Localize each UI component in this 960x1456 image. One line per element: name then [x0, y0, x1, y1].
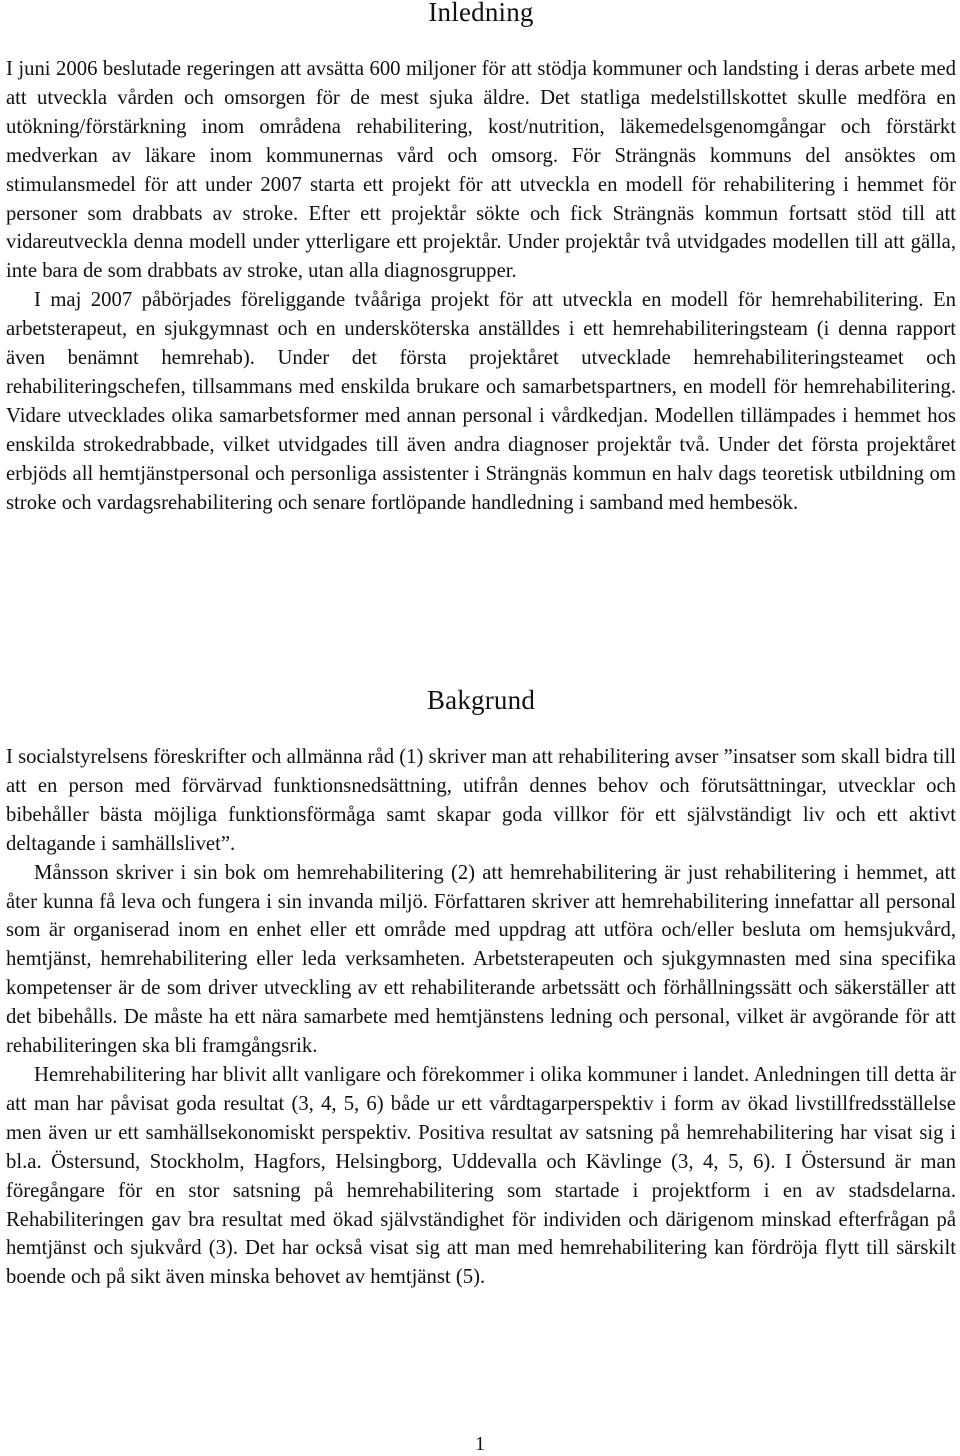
paragraph: I juni 2006 beslutade regeringen att avsätta 600 miljoner för att stödja kommuner och landsting i deras arbete med att utveckla vården och omsorgen för de mest sjuka äldre. Det statliga medelstillskottet skulle medföra en utökning/förstärkning inom områdena rehabilitering, kost/nutrition, läkemedelsgenomgångar och förstärkt medverkan av läkare inom kommunernas vård och omsorg. För Strängnäs kommuns del ansöktes om stimulansmedel för att under 2007 starta ett projekt för att utveckla en modell för rehabilitering i hemmet för personer som drabbats av stroke. Efter ett projektår sökte och fick Strängnäs kommun fortsatt stöd till att vidareutveckla denna modell under ytterligare ett projektår. Under projektår två utvidgades modellen till att gälla, inte bara de som drabbats av stroke, utan alla diagnosgrupper. — [6, 58, 956, 283]
section-heading-bakgrund: Bakgrund — [426, 685, 536, 715]
paragraph: I socialstyrelsens föreskrifter och allmänna råd (1) skriver man att rehabilitering avser ”insatser som skall bidra till att en person med förvärvad funktionsnedsättning, utifrån dennes behov och förutsättningar, utvecklar och bibehåller bästa möjliga funktionsförmåga samt skapar goda villkor för ett självständigt liv och ett aktivt deltagande i samhällslivet”. — [6, 746, 956, 855]
section-bakgrund — [6, 743, 956, 1292]
section-heading-inledning: Inledning — [428, 0, 534, 27]
section-inledning — [6, 55, 956, 518]
paragraph: Hemrehabilitering har blivit allt vanligare och förekommer i olika kommuner i landet. Anledningen till detta är att man har påvisat goda resultat (3, 4, 5, 6) både ur ett vårdtagarperspektiv i form av ökad livstillfredsställelse men även ur ett samhällsekonomiskt perspektiv. Positiva resultat av satsning på hemrehabilitering har visat sig i bl.a. Östersund, Stockholm, Hagfors, Helsingborg, Uddevalla och Kävlinge (3, 4, 5, 6). I Östersund är man föregångare för en stor satsning på hemrehabilitering som startade i projektform i en av stadsdelarna. Rehabiliteringen gav bra resultat med ökad självständighet för individen och därigenom minskad efterfrågan på hemtjänst och sjukvård (3). Det har också visat sig att man med hemrehabilitering kan fördröja flytt till särskilt boende och på sikt även minska behovet av hemtjänst (5). — [6, 1063, 956, 1289]
paragraph: I maj 2007 påbörjades föreliggande tvååriga projekt för att utveckla en modell för hemrehabilitering. En arbetsterapeut, en sjukgymnast och en undersköterska anställdes i ett hemrehabiliteringsteam (i denna rapport även benämnt hemrehab). Under det första projektåret utvecklade hemrehabiliteringsteamet och rehabiliteringschefen, tillsammans med enskilda brukare och samarbetspartners, en modell för hemrehabilitering. Vidare utvecklades olika samarbetsformer med annan personal i vårdkedjan. Modellen tillämpades i hemmet hos enskilda strokedrabbade, vilket utvidgades till även andra diagnoser projektår två. Under det första projektåret erbjöds all hemtjänstpersonal och personliga assistenter i Strängnäs kommun en halv dags teoretisk utbildning om stroke och vardagsrehabilitering och senare fortlöpande handledning i samband med hembesök. — [6, 289, 956, 514]
paragraph: Månsson skriver i sin bok om hemrehabilitering (2) att hemrehabilitering är just rehabilitering i hemmet, att åter kunna få leva och fungera i sin invanda miljö. Författaren skriver att hemrehabilitering innefattar all personal som är organiserad inom en enhet eller ett område med uppdrag att utföra och/eller besluta om hemsjukvård, hemtjänst, hemrehabilitering eller leda verksamheten. Arbetsterapeuten och sjukgymnasten med sina specifika kompetenser är de som driver utveckling av ett rehabiliterande arbetssätt och förhållningssätt och säkerställer att det bibehålls. De måste ha ett nära samarbete med hemtjänstens ledning och personal, vilket är avgörande för att rehabiliteringen ska bli framgångsrik. — [6, 861, 956, 1058]
page-number: 1 — [475, 1433, 485, 1455]
